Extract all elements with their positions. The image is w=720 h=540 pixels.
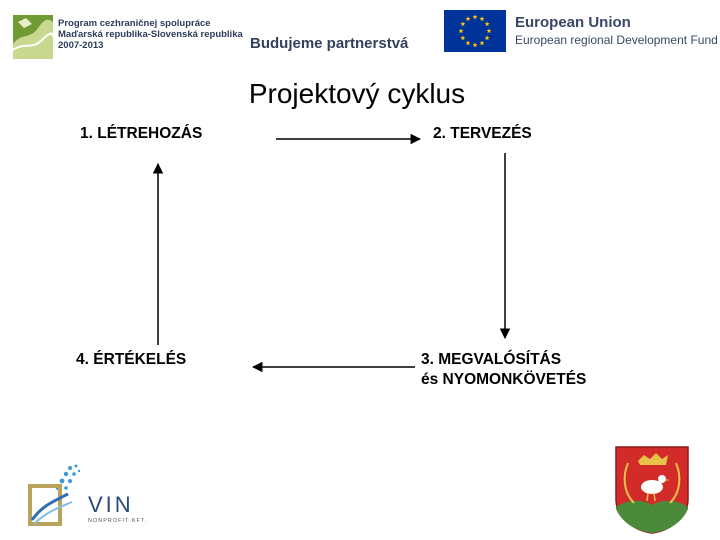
vin-name: VIN [88,492,134,517]
program-line-1: Program cezhraničnej spolupráce [58,18,211,29]
coat-of-arms-icon [612,443,692,535]
step-1-label: 1. LÉTREHOZÁS [80,125,203,142]
step-3-line-2: és NYOMONKÖVETÉS [421,371,587,388]
program-line-3: 2007-2013 [58,40,104,51]
program-line-2: Maďarská republika-Slovenská republika [58,29,243,40]
eu-title: European Union [515,14,631,31]
vin-logo [24,462,148,530]
eu-fund: European regional Development Fund [515,33,718,47]
step-3-line-1: 3. MEGVALÓSÍTÁS [421,351,562,368]
step-2-label: 2. TERVEZÉS [433,125,532,142]
page-title-text: Projektový cyklus [248,78,466,109]
slogan: Budujeme partnerstvá [250,35,409,52]
vin-sub: NONPROFIT KFT. [88,518,148,524]
step-4-label: 4. ÉRTÉKELÉS [76,351,187,368]
